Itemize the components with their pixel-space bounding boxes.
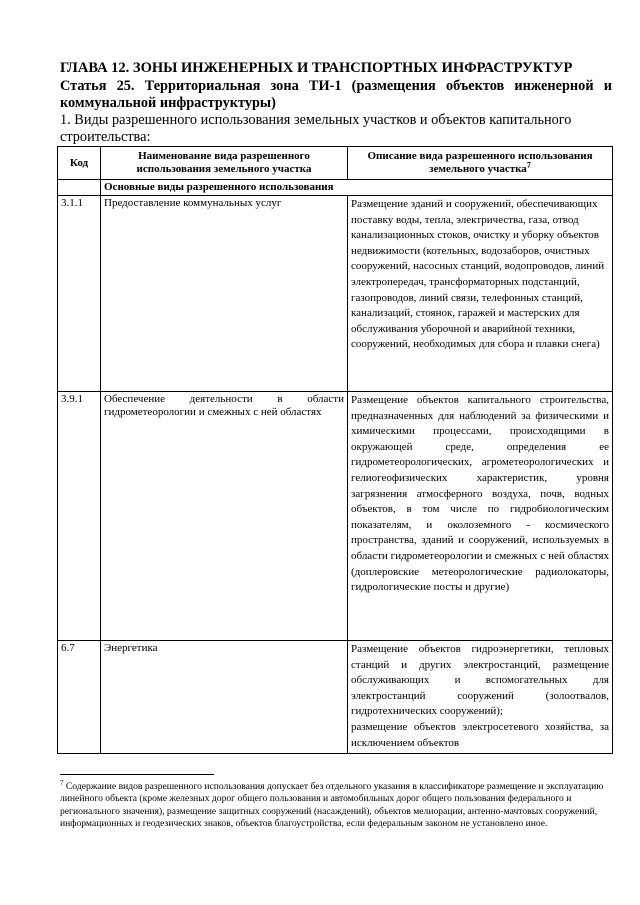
row-code: 3.9.1 [58, 392, 101, 641]
header-name: Наименование вида разрешенного использования земельного участка [101, 147, 348, 180]
group-row [58, 180, 613, 196]
row-description [348, 641, 613, 754]
footnote [60, 778, 612, 830]
row-name: Предоставление коммунальных услуг [101, 196, 348, 392]
header-code: Код [58, 147, 101, 180]
row-name: Энергетика [101, 641, 348, 754]
chapter-heading: ГЛАВА 12. ЗОНЫ ИНЖЕНЕРНЫХ И ТРАНСПОРТНЫХ ИНФРАСТРУКТУР [60, 60, 573, 76]
row-description: Размещение зданий и сооружений, обеспечивающих поставку воды, тепла, электричества, газа, отвод канализационных стоков, очистку и уборку объектов недвижимости (котельных, водозаборов, очистных сооружений, насосных станций, водопроводов, линий электропередач, трансформаторных подстанций, газопроводов, линий связи, телефонных станций, канализаций, стоянок, гаражей и мастерских для обслуживания уборочной и аварийной техники, сооружений, необходимых для сбора и плавки снега) [348, 196, 613, 392]
table-header-row [58, 147, 613, 180]
table-row [58, 641, 613, 754]
row-name: Обеспечение деятельности в области гидрометеорологии и смежных с ней областях [101, 392, 348, 641]
row-description-continued: размещение объектов электросетевого хозяйства, за исключением объектов [351, 720, 609, 749]
section-subtitle: 1. Виды разрешенного использования земельных участков и объектов капитального строительства: [60, 112, 572, 145]
row-code: 6.7 [58, 641, 101, 754]
footnote-separator [60, 774, 214, 775]
row-description: Размещение объектов капитального строительства, предназначенных для наблюдений за физическими и химическими процессами, происходящими в окружающей среде, определения ее гидрометеорологических, агрометеорологических и гелиогеофизических характеристик, уровня загрязнения атмосферного воздуха, почв, водных объектов, в том числе по гидробиологическим показателям, и околоземного - космического пространства, зданий и сооружений, используемых в области гидрометеорологии и смежных с ней областях (доплеровские метеорологические радиолокаторы, гидрологические посты и другие) [348, 392, 613, 641]
article-heading: Статья 25. Территориальная зона ТИ-1 (размещения объектов инженерной и коммунальной инфраструктуры) [60, 78, 612, 111]
table-row [58, 392, 613, 641]
footnote-text: Содержание видов разрешенного использования допускает без отдельного указания в классификаторе размещение и эксплуатацию линейного объекта (кроме железных дорог общего пользования и автомобильных дорог общего пользования федерального и регионального значения), размещение защитных сооружений (насаждений), объектов мелиорации, антенно-мачтовых сооружений, информационных и геодезических знаков, объектов благоустройства, если федеральным законом не установлено иное. [60, 781, 604, 829]
header-description [348, 147, 613, 180]
row-code: 3.1.1 [58, 196, 101, 392]
header-description-text: Описание вида разрешенного использования земельного участка [367, 150, 593, 175]
row-description-part: Размещение объектов гидроэнергетики, тепловых станций и других электростанций, размещение обслуживающих и вспомогательных для электростанций сооружений (золоотвалов, гидротехнических сооружений); [351, 643, 609, 718]
footnote-reference: 7 [526, 160, 531, 170]
group-row-spacer [58, 180, 101, 196]
footnote-mark: 7 [60, 778, 64, 787]
land-use-table [57, 146, 613, 754]
group-label: Основные виды разрешенного использования [101, 180, 613, 196]
table-row [58, 196, 613, 392]
